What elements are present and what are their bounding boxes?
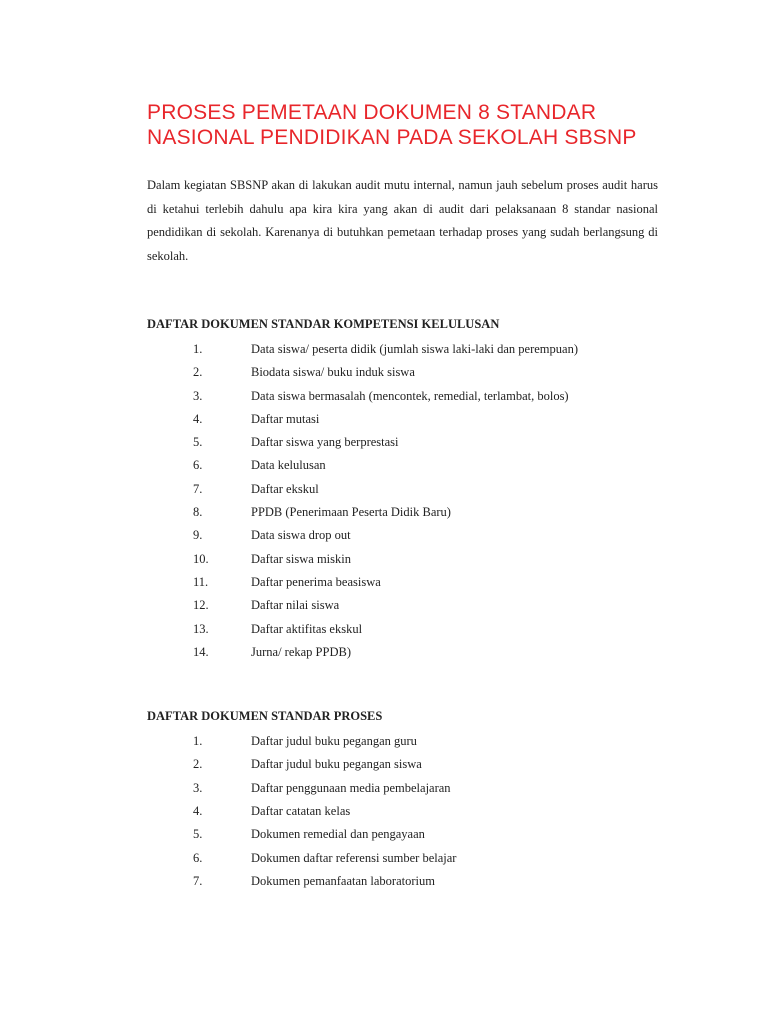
list-item-number: 5. xyxy=(193,827,203,842)
list-item xyxy=(147,777,658,800)
list-item-text: Daftar judul buku pegangan guru xyxy=(251,734,417,749)
list-item-number: 1. xyxy=(193,342,203,356)
list-item-number: 4. xyxy=(193,804,203,819)
list-item-text: Daftar aktifitas ekskul xyxy=(251,621,363,636)
list-item-number: 9. xyxy=(193,528,203,543)
list-item-text: Data siswa drop out xyxy=(251,528,351,543)
list-item-number: 7. xyxy=(193,873,203,888)
list-item xyxy=(147,501,658,524)
list-item-number: 13. xyxy=(193,621,209,636)
list-item xyxy=(147,524,658,547)
list-item-number: 1. xyxy=(193,734,203,749)
list-item-text: Daftar judul buku pegangan siswa xyxy=(251,757,422,772)
list-item xyxy=(147,385,658,408)
list-item-text: Data siswa/ peserta didik (jumlah siswa laki-laki dan perempuan) xyxy=(251,342,578,356)
list-item-number: 3. xyxy=(193,780,203,795)
list-item xyxy=(147,338,658,361)
list-item-text: Data siswa bermasalah (mencontek, remedial, terlambat, bolos) xyxy=(251,388,569,403)
list-item xyxy=(147,408,658,431)
document-list xyxy=(147,730,658,893)
document-title xyxy=(147,100,658,150)
list-item-number: 2. xyxy=(193,365,203,380)
document-list xyxy=(147,338,658,664)
list-item-text: Daftar ekskul xyxy=(251,481,319,496)
list-item-text: Daftar siswa miskin xyxy=(251,551,351,566)
list-item xyxy=(147,594,658,617)
section-heading: DAFTAR DOKUMEN STANDAR PROSES xyxy=(147,709,383,724)
list-item-number: 10. xyxy=(193,551,209,566)
list-item xyxy=(147,548,658,571)
list-item-number: 4. xyxy=(193,411,203,426)
list-item-text: Dokumen pemanfaatan laboratorium xyxy=(251,873,435,888)
section-heading: DAFTAR DOKUMEN STANDAR KOMPETENSI KELULUSAN xyxy=(147,317,500,331)
list-item xyxy=(147,641,658,664)
document-title-line-2: NASIONAL PENDIDIKAN PADA SEKOLAH SBSNP xyxy=(147,126,637,149)
document-title-line-1: PROSES PEMETAAN DOKUMEN 8 STANDAR xyxy=(147,101,597,124)
list-item-number: 11. xyxy=(193,574,209,589)
list-item xyxy=(147,730,658,753)
list-item-text: Dokumen daftar referensi sumber belajar xyxy=(251,850,457,865)
list-item-number: 3. xyxy=(193,388,203,403)
list-item xyxy=(147,823,658,846)
list-item xyxy=(147,478,658,501)
list-item xyxy=(147,753,658,776)
list-item xyxy=(147,618,658,641)
list-item-text: Daftar nilai siswa xyxy=(251,598,340,613)
list-item xyxy=(147,454,658,477)
list-item-number: 14. xyxy=(193,644,209,659)
list-item-number: 2. xyxy=(193,757,203,772)
list-item-text: Daftar penggunaan media pembelajaran xyxy=(251,780,451,795)
list-item xyxy=(147,431,658,454)
list-item-text: Biodata siswa/ buku induk siswa xyxy=(251,365,415,380)
sections-container xyxy=(147,314,658,893)
list-item-number: 7. xyxy=(193,481,203,496)
list-item-text: Daftar siswa yang berprestasi xyxy=(251,435,399,450)
list-item-number: 5. xyxy=(193,435,203,450)
list-item-text: Daftar mutasi xyxy=(251,411,320,426)
list-item-text: Daftar penerima beasiswa xyxy=(251,574,381,589)
list-item xyxy=(147,361,658,384)
document-section xyxy=(147,314,658,664)
list-item-number: 12. xyxy=(193,598,209,613)
list-item-text: Dokumen remedial dan pengayaan xyxy=(251,827,425,842)
list-item-text: Jurna/ rekap PPDB) xyxy=(251,644,351,659)
list-item-number: 6. xyxy=(193,850,203,865)
list-item xyxy=(147,800,658,823)
list-item xyxy=(147,571,658,594)
document-section xyxy=(147,706,658,893)
list-item-text: Daftar catatan kelas xyxy=(251,804,351,819)
intro-paragraph: Dalam kegiatan SBSNP akan di lakukan audit mutu internal, namun jauh sebelum proses audit harus di ketahui terlebih dahulu apa kira kira yang akan di audit dari pelaksanaan 8 standar nasional pendidikan di sekolah. Karenanya di butuhkan pemetaan terhadap proses yang sudah berlangsung di sekolah. xyxy=(147,178,658,263)
list-item-number: 6. xyxy=(193,458,203,473)
list-item-text: Data kelulusan xyxy=(251,458,326,473)
list-item-text: PPDB (Penerimaan Peserta Didik Baru) xyxy=(251,505,451,520)
list-item xyxy=(147,847,658,870)
list-item xyxy=(147,870,658,893)
list-item-number: 8. xyxy=(193,505,203,520)
